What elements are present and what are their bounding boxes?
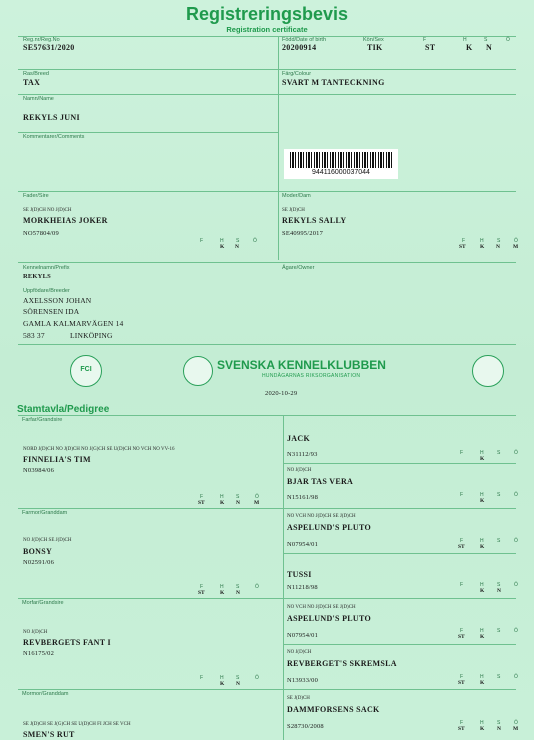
grandsire2-regno: N16175/02: [23, 650, 55, 657]
header-h: H: [480, 628, 484, 634]
header-h: H: [220, 238, 224, 244]
gg5-titles: NO VCH NO J(D)CH SE J(D)CH: [287, 605, 356, 610]
dam-label: Moder/Dam: [282, 193, 311, 199]
dog-name: REKYLS JUNI: [23, 113, 80, 122]
mark-o: M: [513, 244, 519, 250]
mark-s: N: [236, 590, 240, 596]
divider: [18, 598, 283, 599]
header-f: F: [200, 584, 204, 590]
kennel-label: Kennelnamn/Prefix: [23, 265, 70, 271]
gg3-name: ASPELUND'S PLUTO: [287, 523, 372, 532]
granddam2-label: Mormor/Granddam: [22, 691, 69, 697]
header-f: F: [460, 492, 464, 498]
mark-h: K: [480, 634, 485, 640]
divider: [284, 508, 516, 509]
mark-s: N: [236, 500, 240, 506]
gg2-regno: N15161/98: [287, 494, 319, 501]
gg6-name: REVBERGET'S SKREMSLA: [287, 659, 397, 668]
grandsire2-label: Morfar/Grandsire: [22, 600, 64, 606]
header-s: S: [236, 494, 240, 500]
header-s: S: [236, 675, 240, 681]
mark-f: ST: [458, 544, 465, 550]
divider: [278, 36, 279, 191]
header-s: S: [497, 492, 501, 498]
granddam1-regno: N02591/06: [23, 559, 55, 566]
header-f: F: [200, 238, 204, 244]
grandsire1-name: FINNELIA'S TIM: [23, 455, 91, 464]
header-s: S: [497, 582, 501, 588]
header-o: Ö: [514, 450, 518, 456]
mark-s: N: [497, 726, 501, 732]
divider: [18, 191, 516, 192]
header-s: S: [497, 720, 501, 726]
breeder-city: LINKÖPING: [70, 331, 113, 340]
breeder-line1: AXELSSON JOHAN: [23, 296, 92, 305]
mark-s: N: [497, 588, 501, 594]
mark-h: K: [480, 726, 485, 732]
sex-value: TIK: [367, 43, 383, 52]
mark-h: K: [480, 680, 485, 686]
mark-o: M: [254, 500, 260, 506]
header-s: S: [497, 450, 501, 456]
mark-f: ST: [459, 244, 466, 250]
breeder-label: Uppfödare/Breeder: [23, 288, 70, 294]
divider: [18, 415, 516, 416]
gg7-regno: S28730/2008: [287, 723, 324, 730]
grandsire1-titles: NORD J(D)CH NO J(D)CH NO J(G)CH SE U(D)CH NO VCH NO VV-16: [23, 447, 175, 452]
breeder-line3: GAMLA KALMARVÄGEN 14: [23, 319, 124, 328]
header-s: S: [236, 584, 240, 590]
header-o: Ö: [514, 674, 518, 680]
sire-label: Fader/Sire: [23, 193, 49, 199]
kennelklubben-name: SVENSKA KENNELKLUBBEN: [217, 358, 386, 372]
header-h: H: [480, 582, 484, 588]
gg3-titles: NO VCH NO J(D)CH SE J(D)CH: [287, 514, 356, 519]
divider: [18, 132, 278, 133]
mark-f: ST: [425, 43, 436, 52]
kennelklubben-sub: HUNDÄGARNAS RIKSORGANISATION: [262, 373, 361, 379]
mark-f: ST: [198, 590, 205, 596]
header-f: F: [460, 674, 464, 680]
header-h: H: [480, 450, 484, 456]
dob-value: 20200914: [282, 43, 317, 52]
mark-o: M: [513, 726, 519, 732]
gg5-regno: N07954/01: [287, 632, 319, 639]
comments-label: Kommentarer/Comments: [23, 134, 85, 140]
breed-value: TAX: [23, 78, 41, 87]
header-o: Ö: [514, 720, 518, 726]
barcode-icon: [290, 152, 392, 168]
header-s: S: [497, 628, 501, 634]
mark-h: K: [220, 500, 225, 506]
regno-label: Reg.nr/Reg.No: [23, 37, 60, 43]
divider: [284, 463, 516, 464]
gg6-regno: N13933/00: [287, 677, 319, 684]
divider: [18, 94, 516, 95]
header-s: S: [236, 238, 240, 244]
gg5-name: ASPELUND'S PLUTO: [287, 614, 372, 623]
divider: [18, 69, 516, 70]
sire-name: MORKHEIAS JOKER: [23, 216, 108, 225]
mark-s: N: [486, 43, 493, 52]
header-s: S: [497, 674, 501, 680]
header-h: H: [220, 584, 224, 590]
header-h: H: [220, 675, 224, 681]
breed-label: Ras/Breed: [23, 71, 49, 77]
dam-titles: SE J(D)CH: [282, 208, 305, 213]
mark-h: K: [220, 681, 225, 687]
header-s: S: [497, 538, 501, 544]
granddam2-name: SMEN'S RUT: [23, 730, 75, 739]
mark-h: K: [466, 43, 473, 52]
mark-s: N: [235, 244, 239, 250]
divider: [284, 644, 516, 645]
gg7-name: DAMMFORSENS SACK: [287, 705, 380, 714]
watermark-text: [184, 120, 203, 155]
header-o: Ö: [514, 582, 518, 588]
header-h: H: [480, 720, 484, 726]
granddam1-titles: NO J(D)CH SE J(D)CH: [23, 538, 72, 543]
header-o: Ö: [514, 628, 518, 634]
granddam1-label: Farmor/Granddam: [22, 510, 68, 516]
mark-h: K: [480, 244, 485, 250]
mark-h: K: [480, 456, 485, 462]
colour-label: Färg/Colour: [282, 71, 312, 77]
header-f: F: [200, 494, 204, 500]
sex-label: Kön/Sex: [363, 37, 384, 43]
gg1-name: JACK: [287, 434, 310, 443]
header-o: Ö: [253, 238, 257, 244]
breeder-line2: SÖRENSEN IDA: [23, 307, 80, 316]
sire-titles: SE J(D)CH NO J(D)CH: [23, 208, 72, 213]
barcode-number: 944116000037044: [312, 169, 370, 176]
mark-f: ST: [458, 634, 465, 640]
mark-f: ST: [458, 680, 465, 686]
header-f: F: [460, 628, 464, 634]
gg3-regno: N07954/01: [287, 541, 319, 548]
divider: [18, 508, 283, 509]
kennel-emblem-icon: [472, 355, 504, 387]
header-f: F: [462, 238, 466, 244]
gg2-name: BJAR TAS VERA: [287, 477, 354, 486]
header-f: F: [460, 538, 464, 544]
divider: [284, 598, 516, 599]
header-f: F: [423, 37, 427, 43]
header-h: H: [480, 492, 484, 498]
grandsire1-regno: N03984/06: [23, 467, 55, 474]
header-s: S: [484, 37, 488, 43]
breeder-zip: 583 37: [23, 331, 45, 340]
divider: [284, 689, 516, 690]
mark-h: K: [480, 544, 485, 550]
gg6-titles: NO J(D)CH: [287, 650, 312, 655]
header-f: F: [460, 582, 464, 588]
document-subtitle: Registration certificate: [226, 25, 308, 34]
pedigree-header: Stamtavla/Pedigree: [17, 404, 110, 415]
kennel-value: REKYLS: [23, 273, 51, 280]
granddam1-name: BONSY: [23, 547, 53, 556]
divider: [18, 689, 283, 690]
name-label: Namn/Name: [23, 96, 54, 102]
header-o: Ö: [514, 538, 518, 544]
sire-regno: NO57804/09: [23, 230, 59, 237]
divider: [278, 191, 279, 260]
granddam2-titles: SE J(D)CH SE J(G)CH SE U(D)CH FI JCH SE VCH: [23, 722, 131, 727]
gg2-titles: NO J(D)CH: [287, 468, 312, 473]
header-h: H: [220, 494, 224, 500]
gg4-regno: N11218/98: [287, 584, 318, 591]
colour-value: SVART M TANTECKNING: [282, 78, 385, 87]
dob-label: Född/Date of birth: [282, 37, 327, 43]
divider: [284, 553, 516, 554]
header-f: F: [200, 675, 204, 681]
header-o: Ö: [514, 238, 518, 244]
fci-logo-icon: [70, 355, 102, 387]
header-h: H: [480, 538, 484, 544]
gg7-titles: SE J(D)CH: [287, 696, 310, 701]
header-o: Ö: [255, 675, 259, 681]
owner-label: Ägare/Owner: [282, 265, 315, 271]
mark-h: K: [480, 588, 485, 594]
divider: [18, 344, 516, 345]
mark-h: K: [480, 498, 485, 504]
divider: [18, 262, 516, 263]
mark-f: ST: [198, 500, 205, 506]
header-o: Ö: [255, 584, 259, 590]
fci-text: FCI: [80, 366, 92, 373]
mark-h: K: [220, 244, 225, 250]
mark-s: N: [496, 244, 500, 250]
issue-date: 2020-10-29: [265, 390, 298, 397]
dam-name: REKYLS SALLY: [282, 216, 347, 225]
divider: [18, 36, 516, 37]
header-h: H: [480, 674, 484, 680]
header-h: H: [480, 238, 484, 244]
document-title: Registreringsbevis: [185, 4, 349, 24]
header-h: H: [463, 37, 467, 43]
header-f: F: [460, 720, 464, 726]
header-s: S: [497, 238, 501, 244]
header-o: Ö: [255, 494, 259, 500]
regno-value: SE57631/2020: [23, 43, 75, 52]
dam-regno: SE40995/2017: [282, 230, 324, 237]
gg4-name: TUSSI: [287, 570, 312, 579]
grandsire2-titles: NO J(D)CH: [23, 630, 48, 635]
mark-f: ST: [458, 726, 465, 732]
mark-h: K: [220, 590, 225, 596]
grandsire2-name: REVBERGETS FANT I: [23, 638, 111, 647]
header-o: Ö: [506, 37, 510, 43]
gg1-regno: N31112/93: [287, 451, 318, 458]
header-f: F: [460, 450, 464, 456]
skk-logo-icon: [183, 356, 213, 386]
grandsire1-label: Farfar/Grandsire: [22, 417, 63, 423]
header-o: Ö: [514, 492, 518, 498]
mark-s: N: [236, 681, 240, 687]
